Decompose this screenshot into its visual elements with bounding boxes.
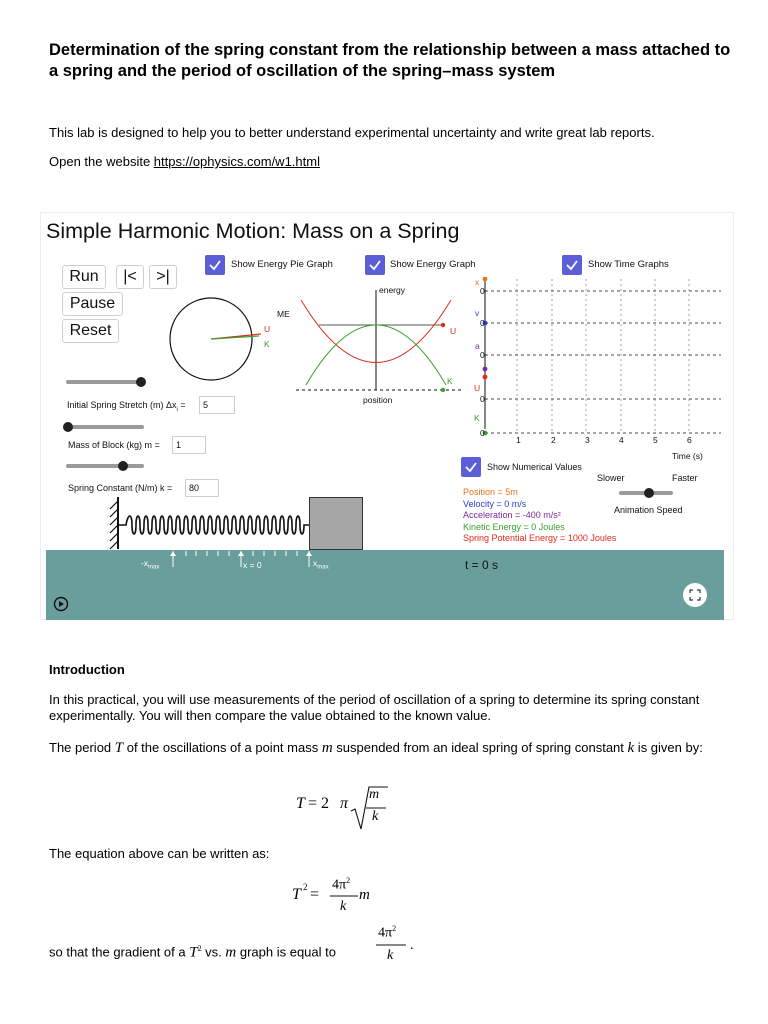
time-tick-label: 6 xyxy=(687,435,692,445)
initial-stretch-label: Initial Spring Stretch (m) $\Delta x_i$ = xyxy=(67,400,186,413)
ophysics-link[interactable]: https://ophysics.com/w1.html xyxy=(153,154,320,169)
show-energy-graph-checkbox[interactable] xyxy=(365,255,385,275)
gradient-fraction: $4\pi^2$ k . xyxy=(378,924,414,963)
u-point xyxy=(441,323,445,327)
curve-k-label: K xyxy=(447,376,453,386)
check-icon xyxy=(463,459,479,475)
fullscreen-icon xyxy=(683,583,707,607)
show-numerical-values-checkbox[interactable] xyxy=(461,457,481,477)
energy-pie-graph xyxy=(166,296,276,386)
time-graph-k-label: K xyxy=(474,413,480,423)
pause-button[interactable]: Pause xyxy=(62,292,123,316)
rewrite-text: The equation above can be written as: xyxy=(49,846,270,861)
mass-block xyxy=(309,497,363,550)
time-graph-a-zero: 0 xyxy=(480,350,485,360)
animation-speed-label: Animation Speed xyxy=(614,505,683,515)
mass-label: Mass of Block (kg) m = xyxy=(68,440,160,450)
x-zero-label: x = 0 xyxy=(243,560,262,570)
time-graph-v-label: v xyxy=(475,308,480,318)
energy-graph xyxy=(291,285,471,405)
open-prefix: Open the website xyxy=(49,154,154,169)
show-energy-pie-label: Show Energy Pie Graph xyxy=(231,259,333,270)
time-tick-label: 3 xyxy=(585,435,590,445)
open-website-line xyxy=(49,154,320,170)
period-equation: T = 2 π m k xyxy=(296,783,396,833)
position-value: Position = 5m xyxy=(463,487,518,497)
wall-hatching xyxy=(110,501,118,549)
run-button[interactable]: Run xyxy=(62,265,106,289)
gradient-text: so that the gradient of a $T^2$ vs. m graph is equal to xyxy=(49,944,336,961)
time-graph-u-label: U xyxy=(474,383,481,393)
show-energy-graph-label: Show Energy Graph xyxy=(390,259,476,270)
check-icon xyxy=(367,257,383,273)
k-point xyxy=(441,388,445,392)
spring-constant-slider-knob[interactable] xyxy=(118,461,128,471)
animation-speed-slider-knob[interactable] xyxy=(644,488,654,498)
reset-button[interactable]: Reset xyxy=(62,319,119,343)
play-icon[interactable] xyxy=(53,596,69,612)
fullscreen-button[interactable] xyxy=(683,583,707,607)
mass-slider-knob[interactable] xyxy=(63,422,73,432)
initial-stretch-slider-track[interactable] xyxy=(66,380,144,384)
energy-axis-label: energy xyxy=(379,285,405,295)
time-tick-label: 5 xyxy=(653,435,658,445)
period-squared-equation: T 2 = $4\pi^2$ k m xyxy=(292,876,370,914)
document-title: Determination of the spring constant from the relationship between a mass attached to a spring and the period of oscillation of the spring–mass system xyxy=(49,41,731,80)
time-graph-x-zero: 0 xyxy=(480,286,485,296)
check-icon xyxy=(564,257,580,273)
simulation-panel xyxy=(40,212,734,620)
pie-k-label: K xyxy=(264,339,270,349)
spring-mass-drawing xyxy=(96,493,326,553)
intro-line: This lab is designed to help you to better understand experimental uncertainty and write great lab reports. xyxy=(49,125,655,140)
period-paragraph: The period T of the oscillations of a point mass m suspended from an ideal spring of spring constant k is given by: xyxy=(49,740,703,756)
time-graph-x-label: x xyxy=(475,277,480,287)
me-label: ME xyxy=(277,309,290,319)
check-icon xyxy=(207,257,223,273)
spring-constant-label: Spring Constant (N/m) k = xyxy=(68,483,173,493)
initial-stretch-slider-knob[interactable] xyxy=(136,377,146,387)
fraction-bar xyxy=(330,894,358,898)
fraction-bar xyxy=(376,943,406,947)
time-graph-u-zero: 0 xyxy=(480,394,485,404)
neg-xmax-label: $-x_{max}$ xyxy=(141,558,160,571)
time-graph-v-zero: 0 xyxy=(480,318,485,328)
mass-slider-track[interactable] xyxy=(66,425,144,429)
time-tick-label: 2 xyxy=(551,435,556,445)
step-forward-button[interactable]: >| xyxy=(149,265,177,289)
kinetic-energy-value: Kinetic Energy = 0 Joules xyxy=(463,521,565,532)
spring-potential-energy-value: Spring Potential Energy = 1000 Joules xyxy=(463,533,617,543)
show-energy-pie-checkbox[interactable] xyxy=(205,255,225,275)
time-axis-label: Time (s) xyxy=(672,451,703,461)
show-numerical-values-label: Show Numerical Values xyxy=(487,462,582,472)
show-time-graphs-label: Show Time Graphs xyxy=(588,259,669,270)
time-readout: t = 0 s xyxy=(465,558,499,572)
acceleration-value: Acceleration = -400 m/s² xyxy=(463,510,561,520)
time-graphs xyxy=(475,277,725,437)
spring-constant-slider-track[interactable] xyxy=(66,464,144,468)
spring-coil xyxy=(118,516,309,534)
curve-u-label: U xyxy=(450,326,457,336)
mass-input[interactable]: 1 xyxy=(172,436,206,454)
initial-stretch-input[interactable]: 5 xyxy=(199,396,235,414)
introduction-paragraph: In this practical, you will use measurements of the period of oscillation of a spring to determine its spring constant experimentally. You will then compare the value obtained to the known value. xyxy=(49,692,700,723)
simulation-title: Simple Harmonic Motion: Mass on a Spring xyxy=(46,219,460,243)
position-axis-label: position xyxy=(363,395,393,405)
velocity-value: Velocity = 0 m/s xyxy=(463,498,527,509)
spring-constant-input[interactable]: 80 xyxy=(185,479,219,497)
show-time-graphs-checkbox[interactable] xyxy=(562,255,582,275)
time-graph-k-zero: 0 xyxy=(480,428,485,438)
slower-label: Slower xyxy=(597,473,625,483)
time-tick-label: 4 xyxy=(619,435,624,445)
step-back-button[interactable]: |< xyxy=(116,265,144,289)
xmax-label: $x_{max}$ xyxy=(313,558,329,571)
time-tick-label: 1 xyxy=(516,435,521,445)
time-graph-a-label: a xyxy=(475,341,480,351)
introduction-heading: Introduction xyxy=(49,662,125,677)
faster-label: Faster xyxy=(672,473,698,483)
pie-u-label: U xyxy=(264,324,271,334)
